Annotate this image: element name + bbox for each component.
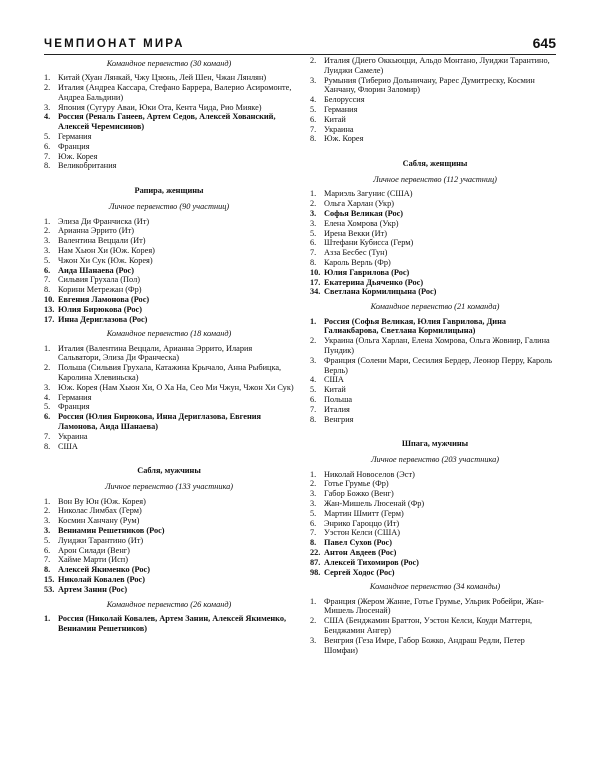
place-number: 87. — [310, 557, 321, 567]
subsection-heading: Командное первенство (34 команды) — [369, 582, 501, 592]
place-number: 17. — [44, 314, 55, 324]
subsection-heading: Командное первенство (21 команда) — [370, 302, 500, 312]
entry-text: Россия (Софья Великая, Юлия Гаврилова, Дина Галиакбарова, Светлана Кормилицына) — [324, 316, 507, 336]
entry-text: Ольга Харлан (Укр) — [324, 199, 394, 209]
place-number: 7. — [44, 151, 51, 161]
entry-text: Италия (Андреа Кассара, Стефано Баррера, Валерио Асиромонте, Андреа Бальдини) — [58, 83, 292, 102]
entry-text: Корини Метрежан (Фр) — [58, 285, 142, 295]
entry-text: Алексей Тихомиров (Рос) — [324, 557, 419, 567]
place-number: 5. — [310, 228, 317, 238]
left-column — [44, 56, 294, 638]
place-number: 2. — [44, 226, 51, 236]
result-entry — [310, 489, 560, 499]
place-number: 3. — [44, 102, 51, 112]
place-number: 3. — [44, 516, 51, 526]
place-number: 8. — [310, 258, 317, 268]
place-number: 3. — [310, 75, 317, 85]
entry-text: Штефани Кубисса (Герм) — [324, 238, 414, 248]
place-number: 6. — [44, 141, 51, 151]
entry-text: Арон Силади (Венг) — [58, 545, 130, 555]
entry-text: Вон Ву Юн (Юж. Корея) — [58, 496, 146, 506]
entry-text: Франция — [58, 141, 90, 151]
place-number: 7. — [44, 555, 51, 565]
entry-text: Китай — [324, 385, 346, 395]
entry-text: Арианна Эррито (Ит) — [58, 226, 134, 236]
subsection-heading: Командное первенство (18 команд) — [106, 329, 232, 339]
entry-text: Юлия Бирюкова (Рос) — [58, 304, 142, 314]
place-number: 2. — [310, 479, 317, 489]
entry-text: Софья Великая (Рос) — [324, 209, 404, 219]
place-number: 1. — [310, 189, 317, 199]
entry-text: Жан-Мишель Люсенай (Фр) — [324, 498, 425, 508]
result-entry — [310, 415, 560, 425]
result-entry — [44, 217, 294, 227]
result-entry — [310, 56, 560, 76]
place-number: 6. — [310, 518, 317, 528]
section-title: Сабля, женщины — [402, 159, 468, 169]
result-entry — [310, 479, 560, 489]
result-entry — [310, 76, 560, 96]
page-header — [44, 30, 556, 55]
result-entry — [310, 115, 560, 125]
result-entry — [310, 375, 560, 385]
place-number: 3. — [310, 489, 317, 499]
place-number: 1. — [44, 496, 51, 506]
entry-text: Элиза Ди Франчиска (Ит) — [58, 216, 150, 226]
entry-text: Кароль Верль (Фр) — [324, 258, 391, 268]
result-entry — [44, 132, 294, 142]
entry-text: Хайме Марти (Исп) — [58, 555, 129, 565]
entry-text: Луиджи Тарантино (Ит) — [58, 535, 144, 545]
place-number: 5. — [310, 385, 317, 395]
result-entry — [310, 405, 560, 415]
place-number: 7. — [44, 431, 51, 441]
result-entry — [44, 246, 294, 256]
entry-text: Румыния (Тиберио Дольничану, Рарес Думитреску, Космин Ханчану, Флорин Заломир) — [324, 75, 535, 95]
entry-text: Китай (Хуан Лянкай, Чжу Цзюнь, Лей Шен, Чжан Лянлян) — [58, 73, 267, 83]
entry-text: Чжон Хи Сук (Юж. Корея) — [58, 255, 153, 265]
entry-text: Антон Авдеев (Рос) — [324, 547, 397, 557]
place-number: 6. — [44, 545, 51, 555]
result-entry — [310, 317, 560, 337]
place-number: 2. — [310, 336, 317, 346]
place-number: 3. — [44, 526, 51, 536]
entry-text: Габор Божко (Венг) — [324, 489, 394, 499]
result-entry — [44, 275, 294, 285]
results-list — [310, 597, 560, 656]
results-list — [44, 73, 294, 171]
entry-text: Евгения Ламонова (Рос) — [58, 294, 150, 304]
result-entry — [44, 256, 294, 266]
entry-text: Германия — [58, 392, 92, 402]
entry-text: Алексей Якименко (Рос) — [58, 565, 151, 575]
result-entry — [310, 278, 560, 288]
result-entry — [44, 614, 294, 634]
result-entry — [44, 393, 294, 403]
result-entry — [44, 442, 294, 452]
place-number: 5. — [310, 104, 317, 114]
result-entry — [310, 219, 560, 229]
result-entry — [310, 356, 560, 376]
result-entry — [310, 548, 560, 558]
result-entry — [44, 575, 294, 585]
result-entry — [310, 238, 560, 248]
result-entry — [44, 402, 294, 412]
subsection-heading: Личное первенство (90 участниц) — [108, 202, 230, 212]
place-number: 15. — [44, 575, 55, 585]
entry-text: Юж. Корея — [324, 134, 364, 144]
results-list — [44, 217, 294, 325]
result-entry — [310, 558, 560, 568]
place-number: 5. — [44, 132, 51, 142]
result-entry — [44, 305, 294, 315]
result-entry — [310, 189, 560, 199]
running-title: ЧЕМПИОНАТ МИРА — [44, 38, 185, 50]
place-number: 98. — [310, 567, 321, 577]
result-entry — [44, 142, 294, 152]
place-number: 53. — [44, 584, 55, 594]
result-entry — [310, 636, 560, 656]
result-entry — [44, 516, 294, 526]
entry-text: Николай Ковалев (Рос) — [58, 575, 145, 585]
place-number: 8. — [44, 161, 51, 171]
place-number: 8. — [44, 565, 51, 575]
result-entry — [44, 112, 294, 132]
entry-text: США — [324, 375, 344, 385]
place-number: 3. — [44, 245, 51, 255]
section-title: Рапира, женщины — [134, 186, 204, 196]
place-number: 4. — [310, 375, 317, 385]
place-number: 2. — [310, 199, 317, 209]
place-number: 7. — [310, 248, 317, 258]
result-entry — [310, 385, 560, 395]
place-number: 1. — [310, 469, 317, 479]
place-number: 3. — [310, 635, 317, 645]
entry-text: Инна Дериглазова (Рос) — [58, 314, 148, 324]
result-entry — [310, 95, 560, 105]
place-number: 13. — [44, 304, 55, 314]
entry-text: Николай Новоселов (Эст) — [324, 469, 415, 479]
place-number: 7. — [44, 275, 51, 285]
entry-text: Энрико Гароццо (Ит) — [324, 518, 400, 528]
place-number: 2. — [44, 506, 51, 516]
place-number: 1. — [310, 316, 317, 326]
result-entry — [310, 134, 560, 144]
place-number: 10. — [310, 267, 321, 277]
result-entry — [44, 555, 294, 565]
entry-text: Италия — [324, 404, 350, 414]
result-entry — [44, 585, 294, 595]
result-entry — [310, 229, 560, 239]
results-list — [44, 344, 294, 452]
result-entry — [44, 565, 294, 575]
result-entry — [310, 209, 560, 219]
entry-text: Китай — [324, 114, 346, 124]
result-entry — [310, 528, 560, 538]
entry-text: Космин Ханчану (Рум) — [58, 516, 140, 526]
result-entry — [44, 266, 294, 276]
place-number: 5. — [44, 402, 51, 412]
results-list — [310, 189, 560, 297]
entry-text: Украина — [324, 124, 354, 134]
result-entry — [310, 199, 560, 209]
place-number: 17. — [310, 277, 321, 287]
place-number: 1. — [44, 343, 51, 353]
entry-text: Белоруссия — [324, 95, 365, 105]
place-number: 3. — [310, 355, 317, 365]
result-entry — [44, 236, 294, 246]
result-entry — [310, 538, 560, 548]
place-number: 8. — [44, 285, 51, 295]
place-number: 7. — [310, 124, 317, 134]
place-number: 2. — [44, 83, 51, 93]
result-entry — [44, 363, 294, 383]
section-title: Шпага, мужчины — [401, 439, 469, 449]
place-number: 6. — [44, 412, 51, 422]
place-number: 8. — [310, 538, 317, 548]
place-number: 7. — [310, 404, 317, 414]
result-entry — [310, 336, 560, 356]
entry-text: Юж. Корея (Нам Хьюн Хи, О Ха На, Сео Ми Чжун, Чжон Хи Сук) — [58, 382, 294, 392]
result-entry — [310, 509, 560, 519]
place-number: 5. — [44, 535, 51, 545]
place-number: 5. — [310, 508, 317, 518]
entry-text: Юлия Гаврилова (Рос) — [324, 267, 410, 277]
place-number: 2. — [310, 56, 317, 65]
result-entry — [44, 315, 294, 325]
entry-text: Артем Занин (Рос) — [58, 584, 128, 594]
place-number: 2. — [44, 363, 51, 373]
place-number: 3. — [310, 209, 317, 219]
place-number: 3. — [310, 498, 317, 508]
entry-text: Италия (Диего Оккьюцци, Альдо Монтано, Луиджи Тарантино, Луиджи Самеле) — [324, 56, 550, 75]
entry-text: Венгрия — [324, 414, 354, 424]
entry-text: Светлана Кормилицына (Рос) — [324, 287, 437, 297]
result-entry — [310, 258, 560, 268]
entry-text: Германия — [58, 132, 92, 142]
entry-text: Украина — [58, 431, 88, 441]
place-number: 1. — [310, 596, 317, 606]
entry-text: Великобритания — [58, 161, 117, 171]
entry-text: Франция — [58, 402, 90, 412]
entry-text: Вениамин Решетников (Рос) — [58, 526, 165, 536]
entry-text: Сильвия Грухала (Пол) — [58, 275, 140, 285]
result-entry — [44, 506, 294, 516]
subsection-heading: Личное первенство (203 участника) — [370, 455, 500, 465]
result-entry — [310, 287, 560, 297]
place-number: 22. — [310, 547, 321, 557]
entry-text: Италия (Валентина Веццали, Арианна Эррито, Илария Сальватори, Элиза Ди Франческа) — [58, 343, 253, 363]
result-entry — [44, 226, 294, 236]
result-entry — [44, 73, 294, 83]
result-entry — [44, 161, 294, 171]
place-number: 4. — [44, 392, 51, 402]
place-number: 1. — [44, 216, 51, 226]
place-number: 3. — [44, 382, 51, 392]
result-entry — [44, 344, 294, 364]
place-number: 34. — [310, 287, 321, 297]
entry-text: Польша — [324, 394, 353, 404]
entry-text: Азза Бесбес (Тун) — [324, 248, 388, 258]
place-number: 4. — [44, 112, 51, 122]
entry-text: США — [58, 441, 78, 451]
result-entry — [310, 499, 560, 509]
place-number: 3. — [310, 218, 317, 228]
place-number: 4. — [310, 95, 317, 105]
result-entry — [310, 125, 560, 135]
result-entry — [44, 285, 294, 295]
place-number: 5. — [44, 255, 51, 265]
right-column — [310, 56, 560, 659]
entry-text: Украина (Ольга Харлан, Елена Хомрова, Ольга Жовнир, Галина Пундик) — [324, 336, 550, 355]
entry-text: Япония (Сугуру Аваи, Юки Ота, Кента Чида, Рио Мияке) — [58, 102, 262, 112]
result-entry — [310, 597, 560, 617]
place-number: 10. — [44, 294, 55, 304]
section-title: Сабля, мужчины — [137, 466, 201, 476]
results-list — [310, 470, 560, 578]
entry-text: Германия — [324, 104, 358, 114]
result-entry — [310, 519, 560, 529]
place-number: 6. — [310, 238, 317, 248]
result-entry — [310, 568, 560, 578]
result-entry — [310, 268, 560, 278]
place-number: 6. — [44, 265, 51, 275]
entry-text: Екатерина Дьяченко (Рос) — [324, 277, 424, 287]
place-number: 8. — [44, 441, 51, 451]
entry-text: Франция (Жером Жанне, Готье Грумье, Ульрик Робейри, Жан-Мишель Люсенай) — [324, 596, 544, 616]
place-number: 3. — [44, 236, 51, 246]
entry-text: Мартин Шмитт (Герм) — [324, 508, 404, 518]
place-number: 8. — [310, 414, 317, 424]
place-number: 1. — [44, 613, 51, 623]
subsection-heading: Командное первенство (30 команд) — [106, 59, 232, 68]
results-list — [44, 497, 294, 595]
place-number: 6. — [310, 394, 317, 404]
result-entry — [310, 470, 560, 480]
place-number: 2. — [310, 616, 317, 626]
entry-text: Валентина Веццали (Ит) — [58, 236, 146, 246]
result-entry — [44, 536, 294, 546]
entry-text: Венгрия (Геза Имре, Габор Божко, Андраш Редли, Петер Шомфаи) — [324, 635, 525, 655]
place-number: 6. — [310, 114, 317, 124]
result-entry — [44, 103, 294, 113]
entry-text: Польша (Сильвия Грухала, Катажина Крычало, Анна Рыбицка, Каролина Хлевиньска) — [58, 363, 282, 383]
subsection-heading: Личное первенство (133 участника) — [104, 482, 234, 492]
subsection-heading: Личное первенство (112 участниц) — [373, 175, 497, 185]
place-number: 1. — [44, 73, 51, 83]
result-entry — [310, 105, 560, 115]
subsection-heading: Командное первенство (26 команд) — [106, 599, 232, 609]
result-entry — [310, 248, 560, 258]
result-entry — [44, 497, 294, 507]
entry-text: Россия (Реналь Ганеев, Артем Седов, Алексей Хованский, Алексей Черемисинов) — [58, 112, 276, 132]
entry-text: Ирена Векки (Ит) — [324, 228, 387, 238]
page-number: 645 — [532, 35, 556, 51]
result-entry — [44, 546, 294, 556]
entry-text: Николас Лимбах (Герм) — [58, 506, 142, 516]
result-entry — [44, 83, 294, 103]
entry-text: Павел Сухов (Рос) — [324, 538, 392, 548]
results-list — [44, 614, 294, 634]
entry-text: Россия (Юлия Бирюкова, Инна Дериглазова, Евгения Ламонова, Аида Шанаева) — [58, 412, 262, 431]
entry-text: Аида Шанаева (Рос) — [58, 265, 134, 275]
result-entry — [310, 616, 560, 636]
result-entry — [44, 526, 294, 536]
entry-text: Готье Грумье (Фр) — [324, 479, 389, 489]
entry-text: Франция (Солени Мари, Сесилия Бердер, Леонор Перру, Кароль Верль) — [324, 355, 553, 375]
result-entry — [44, 383, 294, 393]
entry-text: Россия (Николай Ковалев, Артем Занин, Алексей Якименко, Вениамин Решетников) — [58, 613, 287, 633]
entry-text: Елена Хомрова (Укр) — [324, 218, 399, 228]
entry-text: Юж. Корея — [58, 151, 98, 161]
entry-text: Нам Хьюн Хи (Юж. Корея) — [58, 245, 155, 255]
entry-text: Мариэль Загунис (США) — [324, 189, 413, 199]
results-list — [310, 317, 560, 425]
entry-text: США (Бенджамин Браттон, Уэстон Келси, Коуди Маттерн, Бенджамин Ангер) — [324, 616, 533, 636]
result-entry — [44, 152, 294, 162]
entry-text: Сергей Ходос (Рос) — [324, 567, 395, 577]
place-number: 8. — [310, 134, 317, 144]
results-list — [310, 56, 560, 144]
result-entry — [310, 395, 560, 405]
result-entry — [44, 412, 294, 432]
place-number: 7. — [310, 528, 317, 538]
result-entry — [44, 432, 294, 442]
entry-text: Уэстон Келси (США) — [324, 528, 400, 538]
result-entry — [44, 295, 294, 305]
